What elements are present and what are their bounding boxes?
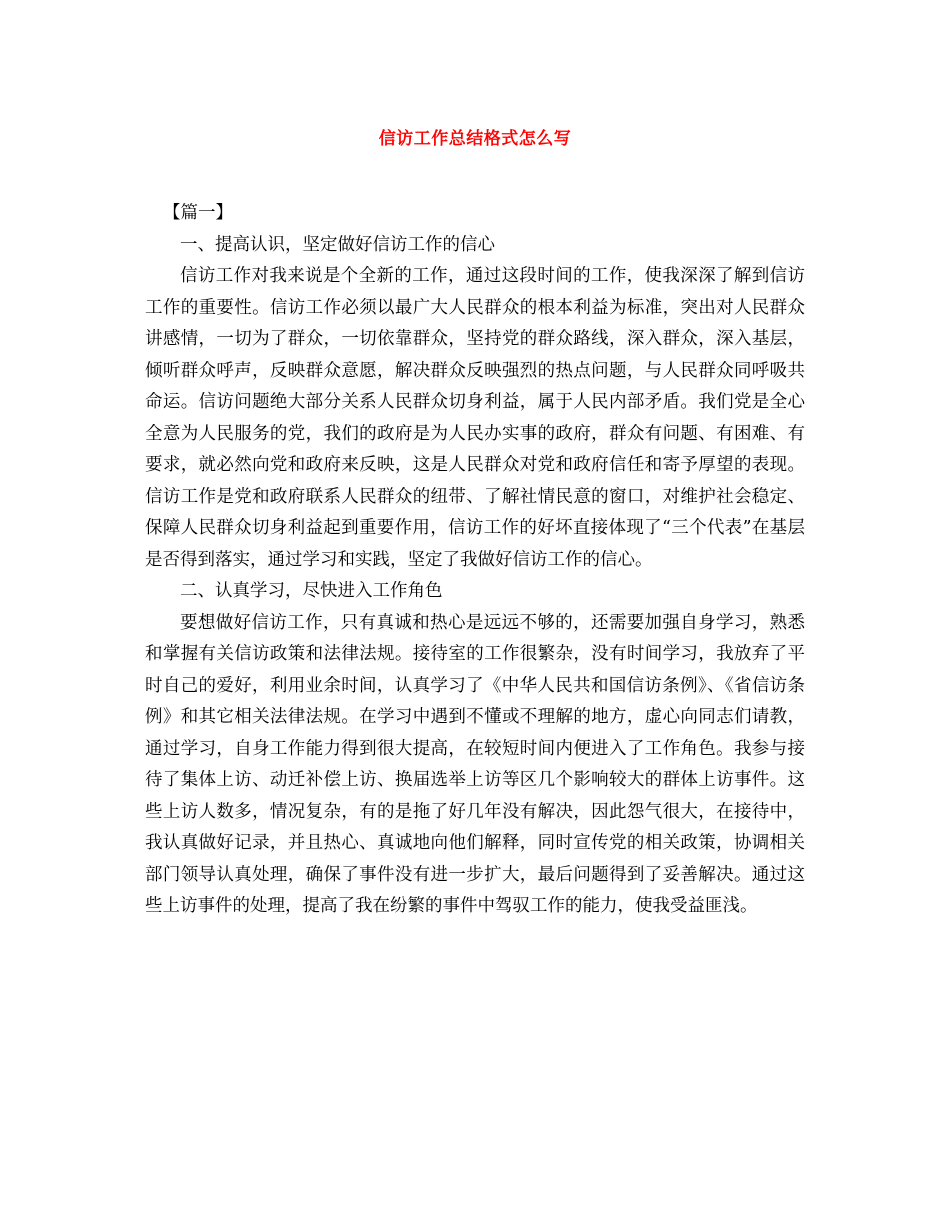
document-body [145,198,805,923]
section-heading-2: 二、认真学习，尽快进入工作角色 [180,581,443,601]
document-title: 信访工作总结格式怎么写 [378,129,572,149]
paragraph-1: 信访工作对我来说是个全新的工作，通过这段时间的工作，使我深深了解到信访工作的重要性。信访工作必须以最广大人民群众的根本利益为标准，突出对人民群众讲感情，一切为了群众，一切依靠群众，坚持党的群众路线，深入群众，深入基层，倾听群众呼声，反映群众意愿，解决群众反映强烈的热点问题，与人民群众同呼吸共命运。信访问题绝大部分关系人民群众切身利益，属于人民内部矛盾。我们党是全心全意为人民服务的党，我们的政府是为人民办实事的政府，群众有问题、有困难、有要求，就必然向党和政府来反映，这是人民群众对党和政府信任和寄予厚望的表现。信访工作是党和政府联系人民群众的纽带、了解社情民意的窗口，对维护社会稳定、保障人民群众切身利益起到重要作用，信访工作的好坏直接体现了“三个代表”在基层是否得到落实，通过学习和实践，坚定了我做好信访工作的信心。 [145,266,805,570]
section-heading-1: 一、提高认识，坚定做好信访工作的信心 [180,234,495,255]
section-label: 【篇一】 [163,203,233,223]
paragraph-2: 要想做好信访工作，只有真诚和热心是远远不够的，还需要加强自身学习，熟悉和掌握有关信访政策和法律法规。接待室的工作很繁杂，没有时间学习，我放弃了平时自己的爱好，利用业余时间，认真学习了《中华人民共和国信访条例》、《省信访条例》和其它相关法律法规。在学习中遇到不懂或不理解的地方，虚心向同志们请教，通过学习，自身工作能力得到很大提高，在较短时间内便进入了工作角色。我参与接待了集体上访、动迁补偿上访、换届选举上访等区几个影响较大的群体上访事件。这些上访人数多，情况复杂，有的是拖了好几年没有解决，因此怨气很大，在接待中，我认真做好记录，并且热心、真诚地向他们解释，同时宣传党的相关政策，协调相关部门领导认真处理，确保了事件没有进一步扩大，最后问题得到了妥善解决。通过这些上访事件的处理，提高了我在纷繁的事件中驾驭工作的能力，使我受益匪浅。 [145,612,805,916]
